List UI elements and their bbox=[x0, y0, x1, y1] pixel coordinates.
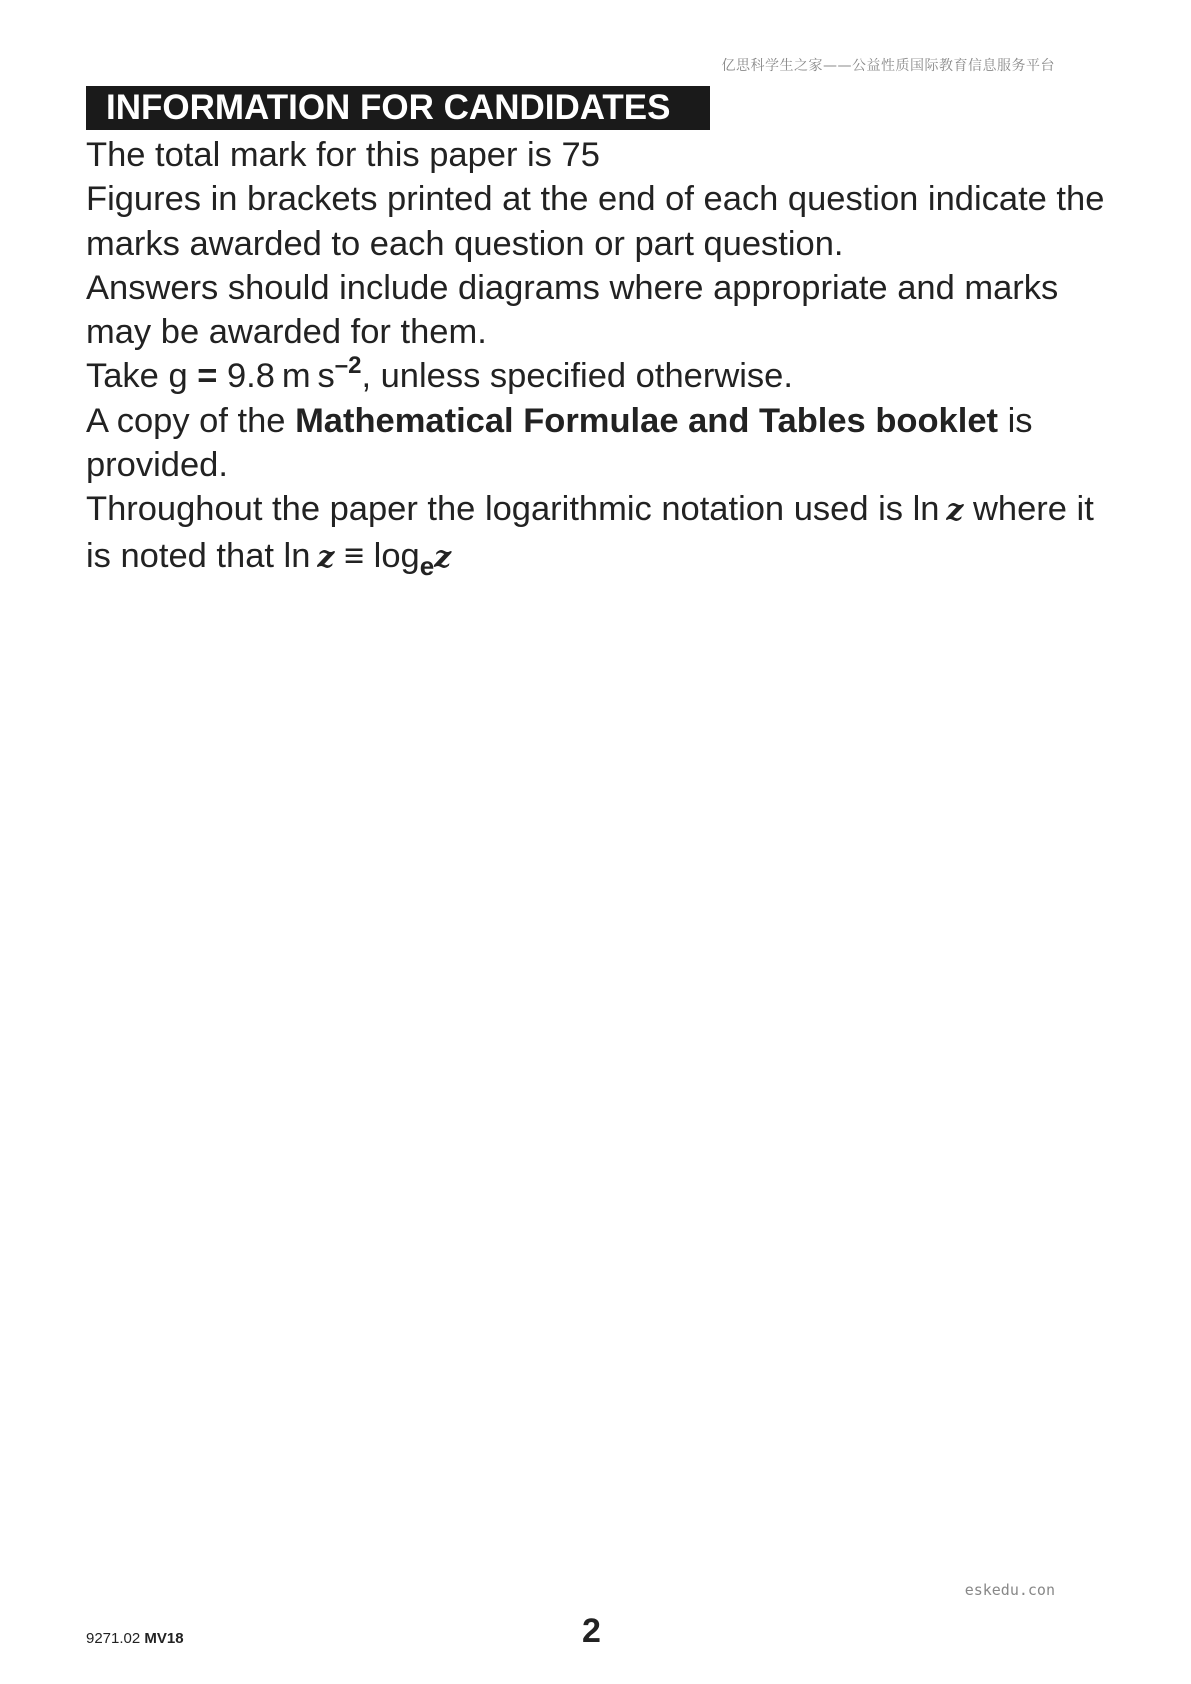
log-middle: where it is noted that ln bbox=[86, 490, 1094, 575]
candidate-information bbox=[86, 133, 1126, 580]
logarithm-paragraph bbox=[86, 487, 1126, 580]
paper-code-series: MV18 bbox=[144, 1630, 184, 1647]
paper-code-number: 9271.02 bbox=[86, 1630, 145, 1647]
gravity-suffix: , unless specified otherwise. bbox=[361, 357, 793, 396]
footer-watermark: eskedu.con bbox=[964, 1581, 1055, 1599]
variable-z: z bbox=[946, 493, 964, 529]
variable-z: z bbox=[317, 539, 335, 575]
booklet-suffix: is provided. bbox=[86, 401, 1033, 485]
gravity-paragraph bbox=[86, 354, 1126, 398]
gravity-value: 9.8 m s bbox=[217, 357, 335, 396]
equals-sign: = bbox=[197, 357, 218, 396]
variable-z: z bbox=[434, 539, 452, 575]
brackets-paragraph: Figures in brackets printed at the end of each question indicate the marks awarded to each question or part question. bbox=[86, 180, 1105, 263]
gravity-prefix: Take g bbox=[86, 357, 198, 396]
page-number: 2 bbox=[582, 1612, 601, 1650]
booklet-paragraph bbox=[86, 399, 1126, 488]
log-prefix: Throughout the paper the logarithmic notation used is ln bbox=[86, 490, 947, 529]
diagrams-paragraph: Answers should include diagrams where appropriate and marks may be awarded for them. bbox=[86, 268, 1059, 352]
header-watermark: 亿思科学生之家——公益性质国际教育信息服务平台 bbox=[721, 58, 1055, 74]
total-mark-paragraph: The total mark for this paper is 75 bbox=[86, 136, 600, 174]
booklet-prefix: A copy of the bbox=[86, 401, 296, 440]
section-heading: INFORMATION FOR CANDIDATES bbox=[86, 86, 710, 130]
booklet-title: Mathematical Formulae and Tables booklet bbox=[295, 401, 998, 440]
log-word: log bbox=[364, 536, 420, 575]
gravity-exponent: –2 bbox=[334, 352, 362, 380]
log-base: e bbox=[419, 550, 435, 581]
equivalence-sign: ≡ bbox=[334, 536, 365, 575]
